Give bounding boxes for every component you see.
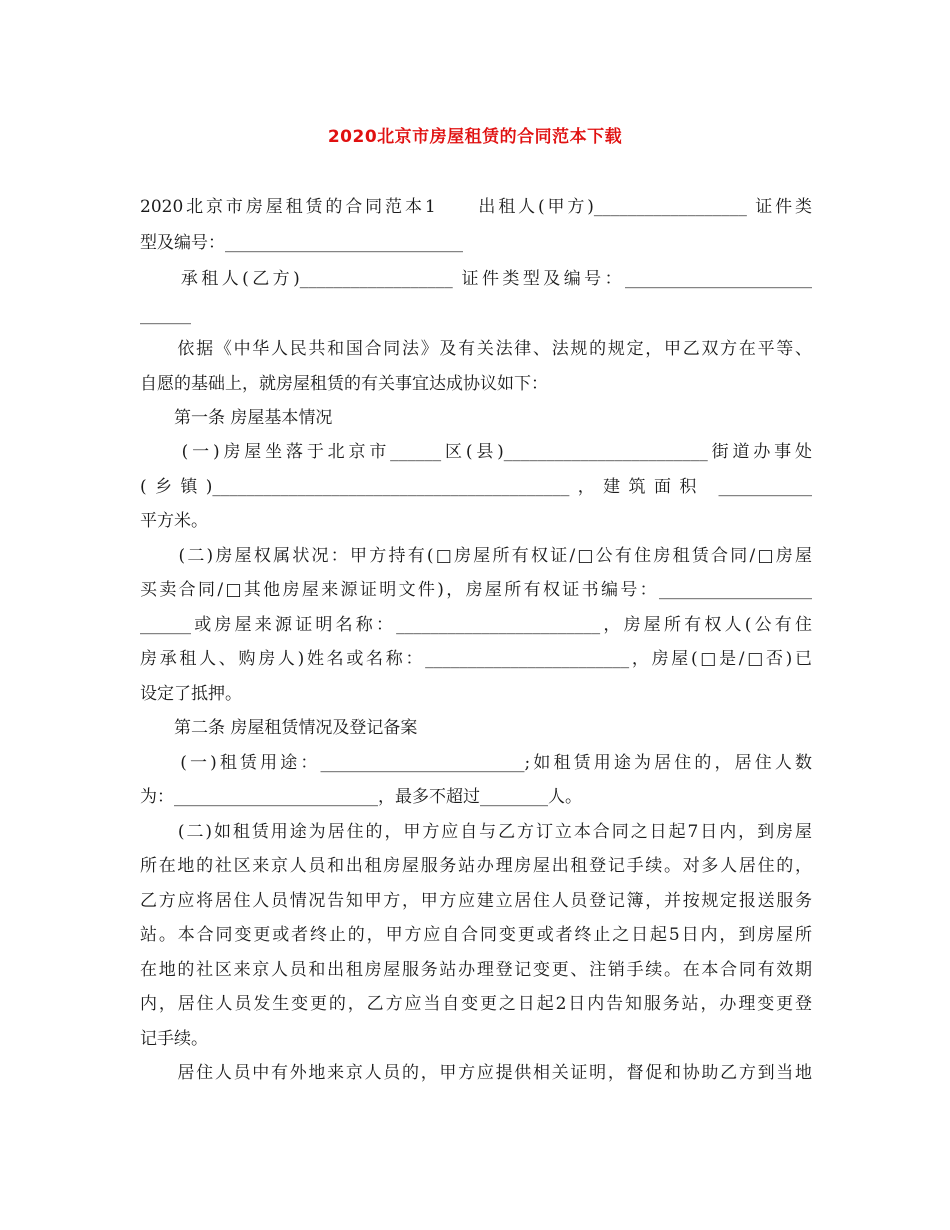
body-line: ______或房屋来源证明名称：________________________，房屋所有权人(公有住 xyxy=(140,615,812,635)
section-heading: 第一条 房屋基本情况 xyxy=(140,408,333,428)
body-line: 乙方应将居住人员情况告知甲方，甲方应建立居住人员登记簿，并按规定报送服务 xyxy=(140,891,812,911)
body-line: 房承租人、购房人)姓名或名称：________________________，房屋(□是/□否)已 xyxy=(140,649,812,669)
section-heading: 第二条 房屋租赁情况及登记备案 xyxy=(140,718,418,738)
body-line: (乡镇)__________________________________________，建筑面积 ___________ xyxy=(140,477,812,497)
body-line: ______ xyxy=(140,305,191,325)
body-line: 设定了抵押。 xyxy=(140,684,242,704)
body-line: 所在地的社区来京人员和出租房屋服务站办理房屋出租登记手续。对多人居住的， xyxy=(140,856,812,876)
body-line: (一)房屋坐落于北京市______区(县)________________________街道办事处 xyxy=(140,442,812,462)
body-line: 记手续。 xyxy=(140,1029,208,1049)
body-line: (二)如租赁用途为居住的，甲方应自与乙方订立本合同之日起7日内，到房屋 xyxy=(140,822,812,842)
body-line: (一)租赁用途：________________________;如租赁用途为居住的，居住人数 xyxy=(140,753,812,773)
document-title: 2020北京市房屋租赁的合同范本下载 xyxy=(327,127,623,147)
body-line: 2020北京市房屋租赁的合同范本1 出租人(甲方)__________________ 证件类 xyxy=(140,197,812,217)
body-line: 平方米。 xyxy=(140,511,208,531)
body-line: 自愿的基础上，就房屋租赁的有关事宜达成协议如下： xyxy=(140,374,548,394)
body-line: 型及编号：____________________________ xyxy=(140,233,463,253)
body-line: (二)房屋权属状况：甲方持有(□房屋所有权证/□公有住房租赁合同/□房屋 xyxy=(140,546,812,566)
body-line: 为：________________________，最多不超过________人。 xyxy=(140,787,582,807)
body-line: 内，居住人员发生变更的，乙方应当自变更之日起2日内告知服务站，办理变更登 xyxy=(140,994,812,1014)
body-line: 在地的社区来京人员和出租房屋服务站办理登记变更、注销手续。在本合同有效期 xyxy=(140,960,812,980)
body-line: 依据《中华人民共和国合同法》及有关法律、法规的规定，甲乙双方在平等、 xyxy=(140,339,812,359)
body-line: 站。本合同变更或者终止的，甲方应自合同变更或者终止之日起5日内，到房屋所 xyxy=(140,925,812,945)
body-line: 居住人员中有外地来京人员的，甲方应提供相关证明，督促和协助乙方到当地 xyxy=(140,1063,812,1083)
body-line: 承租人(乙方)__________________ 证件类型及编号：______________________ xyxy=(140,269,812,289)
body-line: 买卖合同/□其他房屋来源证明文件)，房屋所有权证书编号：__________________ xyxy=(140,580,812,600)
